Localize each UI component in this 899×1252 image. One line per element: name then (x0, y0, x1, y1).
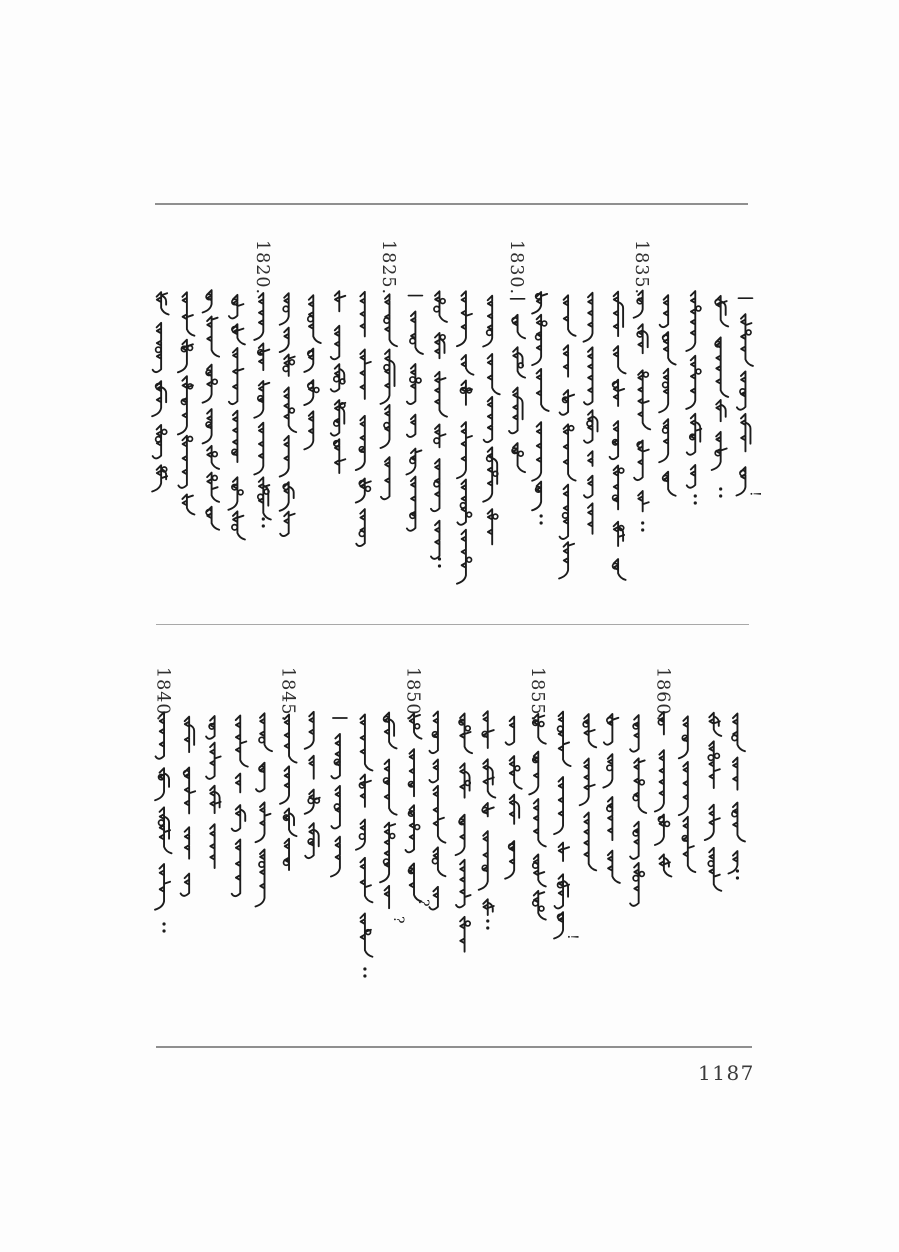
line-number-label: 1860. (652, 667, 673, 723)
verse-column (652, 667, 672, 877)
verse-column (736, 298, 762, 496)
verse-column (206, 716, 221, 868)
verse-column (403, 667, 432, 907)
verse-column (456, 714, 473, 952)
verse-column (181, 717, 196, 896)
verse-column (304, 295, 321, 449)
verse-column (505, 717, 522, 879)
verse-column (331, 291, 346, 473)
punctuation-mark: ! (746, 491, 763, 497)
verse-column (679, 716, 696, 872)
verse-column (380, 713, 406, 924)
verse-column (356, 292, 371, 546)
verse-column (457, 291, 474, 583)
verse-column (583, 293, 597, 534)
verse-column (378, 240, 398, 499)
verse-column (580, 714, 597, 870)
verse-column (406, 296, 423, 531)
verse-column (527, 667, 547, 920)
verse-column (252, 240, 272, 528)
punctuation-mark: ? (390, 916, 407, 924)
verse-column (483, 296, 500, 545)
verse-column (559, 295, 576, 578)
verse-band-upper (152, 240, 762, 584)
verse-column (431, 291, 447, 567)
verse-column (356, 714, 373, 977)
verse-column (603, 714, 620, 883)
line-number-label: 1855. (526, 667, 547, 723)
line-number-label: 1825. (377, 240, 398, 296)
verse-column (554, 712, 580, 940)
verse-column (631, 240, 651, 532)
verse-column (659, 295, 676, 496)
verse-band-lower (153, 667, 745, 978)
verse-column (728, 714, 745, 880)
line-number-label: 1830. (506, 240, 527, 296)
verse-column (178, 292, 195, 514)
verse-column (705, 713, 722, 891)
punctuation-mark: ! (564, 934, 581, 940)
verse-column (429, 711, 445, 909)
verse-column (278, 667, 298, 870)
line-number-label: 1840. (152, 667, 173, 723)
verse-column (305, 712, 320, 858)
verse-column (610, 292, 626, 580)
line-number-label: 1845. (277, 667, 298, 723)
line-number-label: 1820. (251, 240, 272, 296)
page-number: 1187 (698, 1061, 755, 1085)
verse-column (228, 295, 245, 540)
verse-column (232, 716, 248, 897)
verse-column (203, 290, 220, 530)
verse-column (153, 667, 173, 933)
verse-column (532, 292, 549, 525)
verse-column (506, 240, 526, 472)
verse-column (630, 715, 646, 906)
verse-column (331, 718, 347, 877)
verse-column (479, 711, 496, 929)
line-number-label: 1835. (631, 240, 652, 296)
line-number-label: 1850. (402, 667, 423, 723)
punctuation-mark: ? (415, 899, 432, 907)
verse-column (712, 296, 729, 498)
verse-column (152, 292, 169, 491)
verse-column (280, 293, 297, 536)
verse-column (686, 291, 701, 504)
verse-column (256, 713, 272, 906)
